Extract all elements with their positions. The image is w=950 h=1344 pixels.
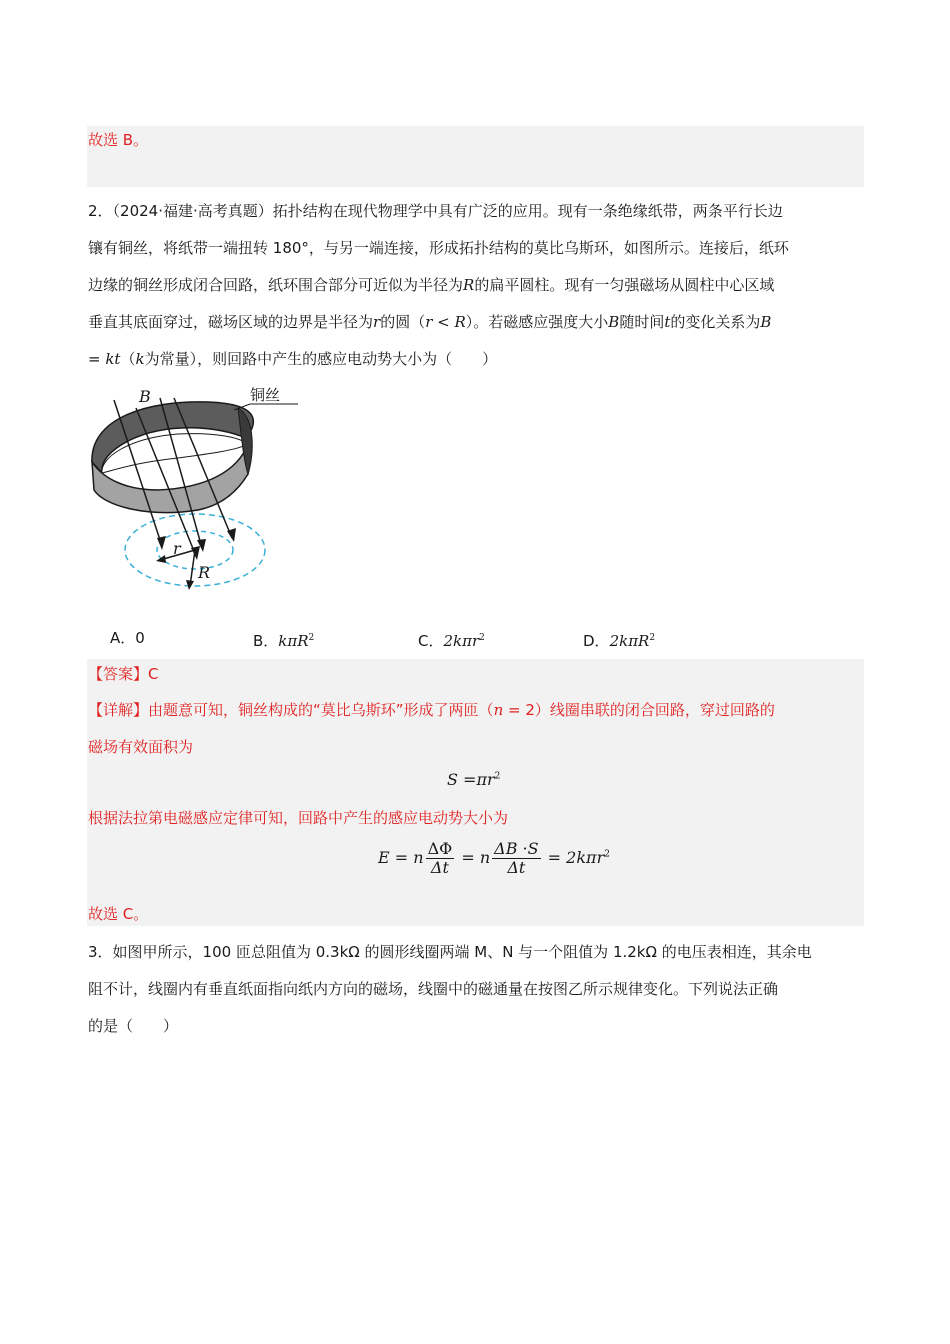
- detail-line-3: 根据法拉第电磁感应定律可知，回路中产生的感应电动势大小为: [88, 809, 509, 827]
- question-3-line-2: 阻不计，线圈内有垂直纸面指向纸内方向的磁场，线圈中的磁通量在按图乙所示规律变化。下列说法正确: [88, 980, 779, 998]
- answer-label: 【答案】: [88, 665, 149, 683]
- previous-answer-block: [87, 126, 864, 187]
- question-2: [88, 193, 863, 378]
- question-2-line-5: = kt（k为常量），则回路中产生的感应电动势大小为（ ）: [88, 350, 498, 368]
- question-2-line-4: 垂直其底面穿过，磁场区域的边界是半径为r的圆（r < R）。若磁感应强度大小B随时间t的变化关系为B: [88, 313, 772, 331]
- previous-conclusion: 故选 B。: [88, 131, 149, 149]
- answer-value: C: [148, 665, 159, 683]
- radius-big-r-arrowhead: [186, 580, 194, 590]
- question-3-line-1: 3．如图甲所示，100 匝总阻值为 0.3kΩ 的圆形线圈两端 M、N 与一个阻值为 1.2kΩ 的电压表相连，其余电: [88, 943, 812, 961]
- detail-line-1: 【详解】由题意可知，铜丝构成的“莫比乌斯环”形成了两匝（n = 2）线圈串联的闭合回路，穿过回路的: [88, 701, 775, 719]
- wire-label: 铜丝: [250, 386, 281, 404]
- fraction-flux: $\frac{\Delta\Phi}{\Delta t}$: [427, 839, 453, 877]
- radius-r-arrowhead: [156, 555, 166, 563]
- field-arrowhead-2: [191, 546, 200, 560]
- radius-r-label: r: [173, 539, 181, 558]
- question-3: [88, 934, 863, 1045]
- detail-line-2: 磁场有效面积为: [88, 738, 194, 756]
- q2-conclusion: 故选 C。: [88, 905, 149, 923]
- question-2-line-1: 2．（2024·福建·高考真题）拓扑结构在现代物理学中具有广泛的应用。现有一条绝缘纸带，两条平行长边: [88, 202, 783, 220]
- option-a[interactable]: A．0: [110, 629, 145, 647]
- fraction-field: $\frac{\Delta B \cdot S}{\Delta t}$: [494, 839, 539, 877]
- area-equation: $S =\pi r^2$: [447, 770, 501, 789]
- option-b[interactable]: B．kπR$^2$: [253, 632, 315, 650]
- emf-equation: E = n $\frac{\Delta\Phi}{\Delta t}$ = n $\frac{\Delta B \cdot S}{\Delta t}$ = 2kπr$^2$: [378, 839, 610, 877]
- option-c[interactable]: C．2kπr$^2$: [418, 632, 485, 650]
- option-d[interactable]: D．2kπR$^2$: [583, 632, 656, 650]
- question-source: （2024·福建·高考真题）: [112, 202, 273, 220]
- question-2-line-2: 镶有铜丝，将纸带一端扭转 180°，与另一端连接，形成拓扑结构的莫比乌斯环，如图所示。连接后，纸环: [88, 239, 789, 257]
- answer-line: [88, 664, 159, 684]
- mobius-ring-figure: [88, 378, 303, 596]
- question-2-line-3: 边缘的铜丝形成闭合回路，纸环围合部分可近似为半径为R的扁平圆柱。现有一匀强磁场从圆柱中心区域: [88, 276, 775, 294]
- field-arrowhead-1: [157, 536, 166, 550]
- radius-big-r-label: R: [198, 563, 211, 582]
- b-field-label: B: [139, 387, 151, 406]
- question-number: 2．: [88, 202, 113, 220]
- detail-label: 【详解】: [88, 701, 149, 719]
- question-3-line-3: 的是（ ）: [88, 1017, 179, 1035]
